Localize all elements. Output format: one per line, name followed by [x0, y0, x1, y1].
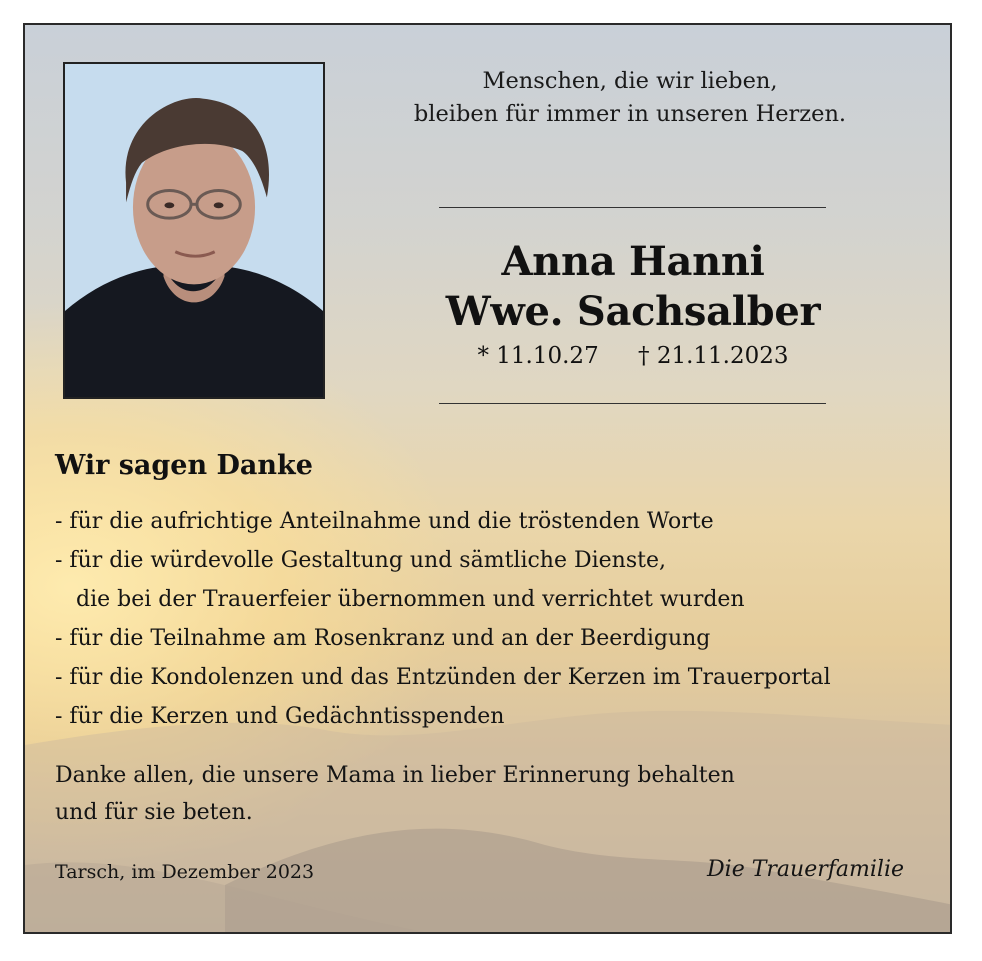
bottom-divider: [439, 403, 826, 404]
closing-line-2: und für sie beten.: [55, 800, 253, 825]
top-divider: [439, 207, 826, 208]
list-item: - für die Kondolenzen und das Entzünden der Kerzen im Trauerportal: [55, 665, 831, 690]
portrait-icon: [65, 64, 323, 397]
closing-text: [55, 757, 855, 831]
quote-line-1: Menschen, die wir lieben,: [482, 68, 778, 94]
list-item: - für die Kerzen und Gedächntisspenden: [55, 704, 505, 729]
list-item: - für die würdevolle Gestaltung und sämtliche Dienste,: [55, 548, 666, 573]
list-item: - für die Teilnahme am Rosenkranz und an der Beerdigung: [55, 626, 711, 651]
list-item: - für die aufrichtige Anteilnahme und die tröstenden Worte: [55, 509, 714, 534]
place-and-date: Tarsch, im Dezember 2023: [55, 861, 315, 883]
life-dates: [385, 343, 881, 369]
memorial-quote: [385, 65, 875, 131]
deceased-name: [385, 237, 881, 337]
thanks-list: [55, 502, 935, 736]
family-signature: Die Trauerfamilie: [707, 857, 904, 882]
name-line-1: Anna Hanni: [501, 238, 765, 285]
portrait-photo: [63, 62, 325, 399]
name-line-2: Wwe. Sachsalber: [445, 288, 821, 335]
quote-line-2: bleiben für immer in unseren Herzen.: [413, 101, 847, 127]
birth-date: * 11.10.27: [477, 343, 599, 369]
list-item: die bei der Trauerfeier übernommen und verrichtet wurden: [55, 587, 745, 612]
closing-line-1: Danke allen, die unsere Mama in lieber Erinnerung behalten: [55, 763, 735, 788]
death-date: † 21.11.2023: [638, 343, 789, 369]
thanks-heading: Wir sagen Danke: [55, 450, 313, 481]
obituary-card: [23, 23, 952, 934]
